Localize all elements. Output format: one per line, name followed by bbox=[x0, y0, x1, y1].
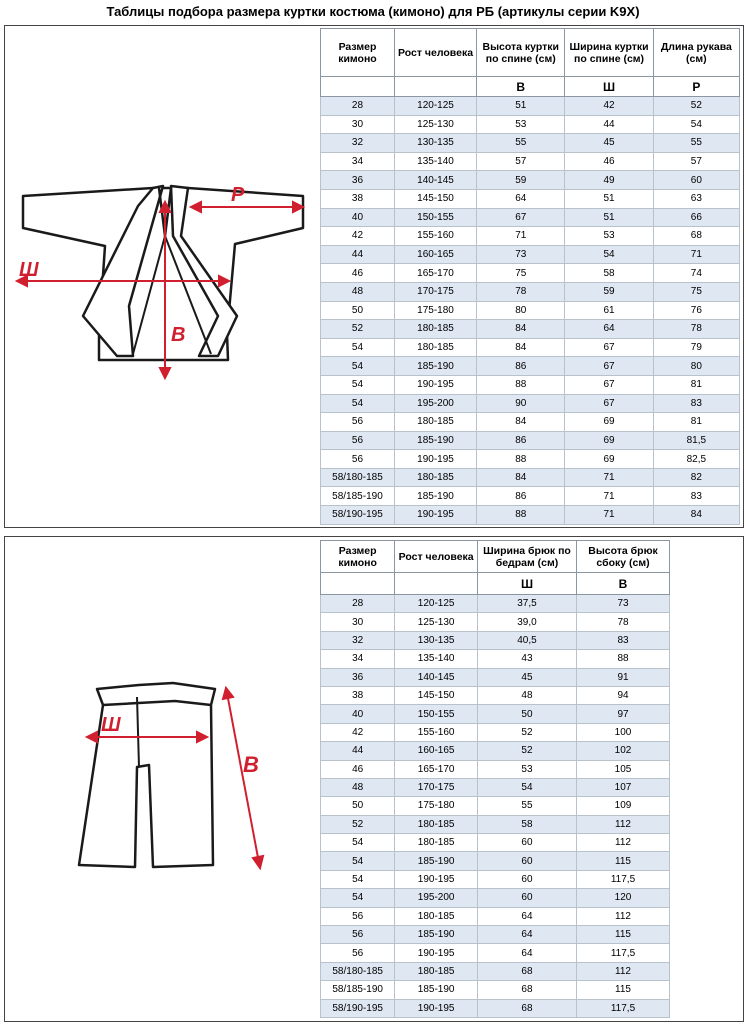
table-cell: 69 bbox=[565, 413, 653, 432]
pants-diagram bbox=[15, 677, 280, 897]
table-row bbox=[321, 506, 740, 525]
table-row bbox=[321, 189, 740, 208]
table-cell: 58/190-195 bbox=[321, 999, 395, 1017]
table-cell: 190-195 bbox=[395, 999, 478, 1017]
table-cell: 51 bbox=[565, 208, 653, 227]
table-cell: 112 bbox=[577, 907, 670, 925]
table-cell: 190-195 bbox=[394, 375, 476, 394]
table-cell: 52 bbox=[321, 815, 395, 833]
table-row bbox=[321, 723, 670, 741]
table-cell: 54 bbox=[321, 870, 395, 888]
table-row bbox=[321, 742, 670, 760]
table-cell: 117,5 bbox=[577, 944, 670, 962]
table-cell: 145-150 bbox=[395, 686, 478, 704]
table-cell: 56 bbox=[321, 926, 395, 944]
table-row bbox=[321, 778, 670, 796]
col-letter bbox=[321, 573, 395, 595]
label-pants-height: В bbox=[243, 752, 259, 777]
table-cell: 190-195 bbox=[395, 944, 478, 962]
table-row bbox=[321, 413, 740, 432]
table-cell: 120-125 bbox=[395, 595, 478, 613]
table-row bbox=[321, 815, 670, 833]
table-cell: 64 bbox=[477, 189, 565, 208]
table-cell: 71 bbox=[565, 487, 653, 506]
table-row bbox=[321, 450, 740, 469]
table-cell: 84 bbox=[477, 468, 565, 487]
table-cell: 30 bbox=[321, 115, 395, 134]
table-cell: 64 bbox=[477, 926, 576, 944]
table-cell: 40 bbox=[321, 208, 395, 227]
table-cell: 88 bbox=[577, 650, 670, 668]
jacket-diagram bbox=[13, 166, 313, 396]
page-title: Таблицы подбора размера куртки костюма (кимоно) для РБ (артикулы серии K9X) bbox=[106, 4, 640, 19]
table-cell: 135-140 bbox=[395, 650, 478, 668]
table-row bbox=[321, 115, 740, 134]
table-cell: 180-185 bbox=[395, 815, 478, 833]
table-row bbox=[321, 907, 670, 925]
table-cell: 55 bbox=[653, 134, 739, 153]
table-cell: 67 bbox=[477, 208, 565, 227]
table-row bbox=[321, 468, 740, 487]
table-row bbox=[321, 97, 740, 116]
table-cell: 195-200 bbox=[395, 889, 478, 907]
table-cell: 45 bbox=[565, 134, 653, 153]
table-row bbox=[321, 999, 670, 1017]
table-cell: 130-135 bbox=[394, 134, 476, 153]
col-header: Высота куртки по спине (см) bbox=[477, 29, 565, 77]
table-row bbox=[321, 926, 670, 944]
col-header: Высота брюк сбоку (см) bbox=[577, 541, 670, 573]
table-cell: 117,5 bbox=[577, 999, 670, 1017]
table-cell: 91 bbox=[577, 668, 670, 686]
table-cell: 38 bbox=[321, 686, 395, 704]
table-cell: 94 bbox=[577, 686, 670, 704]
table-cell: 58 bbox=[477, 815, 576, 833]
table-cell: 102 bbox=[577, 742, 670, 760]
table-cell: 48 bbox=[321, 778, 395, 796]
table-row bbox=[321, 320, 740, 339]
table-cell: 180-185 bbox=[395, 907, 478, 925]
table-row bbox=[321, 487, 740, 506]
table-cell: 42 bbox=[565, 97, 653, 116]
table-cell: 82,5 bbox=[653, 450, 739, 469]
table-cell: 57 bbox=[477, 152, 565, 171]
table-cell: 51 bbox=[565, 189, 653, 208]
table-cell: 107 bbox=[577, 778, 670, 796]
table-cell: 67 bbox=[565, 357, 653, 376]
table-cell: 44 bbox=[565, 115, 653, 134]
table-cell: 190-195 bbox=[394, 450, 476, 469]
table-cell: 40 bbox=[321, 705, 395, 723]
table-cell: 68 bbox=[477, 962, 576, 980]
table-cell: 36 bbox=[321, 171, 395, 190]
table-cell: 160-165 bbox=[394, 245, 476, 264]
col-header: Ширина брюк по бедрам (см) bbox=[477, 541, 576, 573]
table-cell: 66 bbox=[653, 208, 739, 227]
table-cell: 71 bbox=[653, 245, 739, 264]
table-cell: 52 bbox=[653, 97, 739, 116]
table-cell: 53 bbox=[477, 115, 565, 134]
table-cell: 30 bbox=[321, 613, 395, 631]
table-cell: 76 bbox=[653, 301, 739, 320]
table-cell: 58 bbox=[565, 264, 653, 283]
table-cell: 49 bbox=[565, 171, 653, 190]
table-cell: 54 bbox=[565, 245, 653, 264]
table-cell: 56 bbox=[321, 431, 395, 450]
table-cell: 56 bbox=[321, 944, 395, 962]
table-cell: 54 bbox=[477, 778, 576, 796]
table-cell: 58/185-190 bbox=[321, 981, 395, 999]
table-cell: 54 bbox=[321, 375, 395, 394]
table-cell: 90 bbox=[477, 394, 565, 413]
table-row bbox=[321, 375, 740, 394]
table-cell: 175-180 bbox=[394, 301, 476, 320]
table-cell: 81 bbox=[653, 375, 739, 394]
table-cell: 71 bbox=[477, 227, 565, 246]
table-row bbox=[321, 394, 740, 413]
table-cell: 86 bbox=[477, 487, 565, 506]
jacket-table-body bbox=[321, 97, 740, 525]
table-cell: 84 bbox=[477, 320, 565, 339]
table-cell: 46 bbox=[321, 264, 395, 283]
table-cell: 32 bbox=[321, 134, 395, 153]
table-cell: 135-140 bbox=[394, 152, 476, 171]
table-cell: 64 bbox=[565, 320, 653, 339]
table-cell: 53 bbox=[477, 760, 576, 778]
table-row bbox=[321, 852, 670, 870]
col-header: Размер кимоно bbox=[321, 29, 395, 77]
table-cell: 83 bbox=[653, 394, 739, 413]
table-cell: 57 bbox=[653, 152, 739, 171]
table-row bbox=[321, 595, 670, 613]
table-cell: 170-175 bbox=[394, 282, 476, 301]
label-width: Ш bbox=[19, 259, 39, 281]
table-cell: 54 bbox=[321, 357, 395, 376]
table-cell: 180-185 bbox=[394, 320, 476, 339]
table-cell: 39,0 bbox=[477, 613, 576, 631]
table-cell: 155-160 bbox=[394, 227, 476, 246]
table-cell: 60 bbox=[477, 834, 576, 852]
table-cell: 81,5 bbox=[653, 431, 739, 450]
table-cell: 83 bbox=[577, 631, 670, 649]
table-row bbox=[321, 357, 740, 376]
table-cell: 73 bbox=[577, 595, 670, 613]
table-cell: 84 bbox=[477, 338, 565, 357]
table-row bbox=[321, 631, 670, 649]
table-cell: 180-185 bbox=[395, 962, 478, 980]
table-cell: 28 bbox=[321, 97, 395, 116]
table-cell: 44 bbox=[321, 742, 395, 760]
table-cell: 165-170 bbox=[394, 264, 476, 283]
table-cell: 115 bbox=[577, 926, 670, 944]
table-cell: 55 bbox=[477, 797, 576, 815]
table-cell: 34 bbox=[321, 152, 395, 171]
table-cell: 50 bbox=[321, 797, 395, 815]
table-cell: 36 bbox=[321, 668, 395, 686]
table-row bbox=[321, 171, 740, 190]
table-cell: 170-175 bbox=[395, 778, 478, 796]
table-cell: 51 bbox=[477, 97, 565, 116]
col-letter: Р bbox=[653, 77, 739, 97]
table-cell: 69 bbox=[565, 431, 653, 450]
table-cell: 53 bbox=[565, 227, 653, 246]
table-cell: 125-130 bbox=[395, 613, 478, 631]
table-cell: 46 bbox=[565, 152, 653, 171]
table-cell: 185-190 bbox=[395, 926, 478, 944]
table-cell: 86 bbox=[477, 357, 565, 376]
table-cell: 185-190 bbox=[394, 431, 476, 450]
table-cell: 140-145 bbox=[395, 668, 478, 686]
table-cell: 54 bbox=[321, 834, 395, 852]
table-cell: 117,5 bbox=[577, 870, 670, 888]
table-cell: 58/190-195 bbox=[321, 506, 395, 525]
table-cell: 56 bbox=[321, 450, 395, 469]
table-cell: 81 bbox=[653, 413, 739, 432]
col-letter: В bbox=[477, 77, 565, 97]
table-cell: 112 bbox=[577, 815, 670, 833]
table-cell: 38 bbox=[321, 189, 395, 208]
table-cell: 54 bbox=[653, 115, 739, 134]
table-cell: 75 bbox=[477, 264, 565, 283]
table-row bbox=[321, 797, 670, 815]
table-row bbox=[321, 152, 740, 171]
table-cell: 40,5 bbox=[477, 631, 576, 649]
table-cell: 78 bbox=[577, 613, 670, 631]
col-header: Рост человека bbox=[394, 29, 476, 77]
pants-table-body bbox=[321, 595, 670, 1018]
table-cell: 190-195 bbox=[395, 870, 478, 888]
table-cell: 140-145 bbox=[394, 171, 476, 190]
table-cell: 67 bbox=[565, 394, 653, 413]
table-cell: 73 bbox=[477, 245, 565, 264]
table-row bbox=[321, 134, 740, 153]
table-cell: 42 bbox=[321, 227, 395, 246]
table-cell: 54 bbox=[321, 394, 395, 413]
table-cell: 84 bbox=[653, 506, 739, 525]
table-cell: 48 bbox=[321, 282, 395, 301]
col-header: Рост человека bbox=[395, 541, 478, 573]
table-cell: 52 bbox=[477, 723, 576, 741]
table-cell: 180-185 bbox=[395, 834, 478, 852]
table-row bbox=[321, 264, 740, 283]
table-cell: 59 bbox=[477, 171, 565, 190]
col-header: Длина рукава (см) bbox=[653, 29, 739, 77]
table-cell: 60 bbox=[477, 889, 576, 907]
table-cell: 52 bbox=[477, 742, 576, 760]
table-cell: 60 bbox=[653, 171, 739, 190]
table-cell: 86 bbox=[477, 431, 565, 450]
table-cell: 120-125 bbox=[394, 97, 476, 116]
col-header: Ширина куртки по спине (см) bbox=[565, 29, 653, 77]
table-cell: 78 bbox=[653, 320, 739, 339]
table-cell: 150-155 bbox=[394, 208, 476, 227]
table-cell: 190-195 bbox=[394, 506, 476, 525]
table-cell: 58/180-185 bbox=[321, 468, 395, 487]
table-cell: 78 bbox=[477, 282, 565, 301]
table-cell: 100 bbox=[577, 723, 670, 741]
table-cell: 42 bbox=[321, 723, 395, 741]
table-cell: 112 bbox=[577, 962, 670, 980]
table-row bbox=[321, 208, 740, 227]
table-row bbox=[321, 431, 740, 450]
col-letter bbox=[395, 573, 478, 595]
table-cell: 34 bbox=[321, 650, 395, 668]
table-cell: 112 bbox=[577, 834, 670, 852]
table-cell: 180-185 bbox=[394, 338, 476, 357]
table-row bbox=[321, 613, 670, 631]
col-letter: Ш bbox=[565, 77, 653, 97]
table-cell: 64 bbox=[477, 907, 576, 925]
col-header: Размер кимоно bbox=[321, 541, 395, 573]
table-cell: 88 bbox=[477, 450, 565, 469]
table-cell: 50 bbox=[477, 705, 576, 723]
col-letter bbox=[321, 77, 395, 97]
table-cell: 43 bbox=[477, 650, 576, 668]
table-cell: 195-200 bbox=[394, 394, 476, 413]
pants-panel bbox=[4, 536, 744, 1022]
table-cell: 71 bbox=[565, 468, 653, 487]
table-row bbox=[321, 245, 740, 264]
table-row bbox=[321, 705, 670, 723]
table-cell: 67 bbox=[565, 375, 653, 394]
table-cell: 115 bbox=[577, 981, 670, 999]
table-cell: 55 bbox=[477, 134, 565, 153]
table-row bbox=[321, 981, 670, 999]
table-cell: 185-190 bbox=[394, 487, 476, 506]
table-cell: 180-185 bbox=[394, 468, 476, 487]
table-cell: 79 bbox=[653, 338, 739, 357]
table-cell: 80 bbox=[653, 357, 739, 376]
table-row bbox=[321, 686, 670, 704]
table-cell: 130-135 bbox=[395, 631, 478, 649]
table-cell: 125-130 bbox=[394, 115, 476, 134]
table-cell: 71 bbox=[565, 506, 653, 525]
table-cell: 115 bbox=[577, 852, 670, 870]
table-cell: 54 bbox=[321, 889, 395, 907]
col-letter: В bbox=[577, 573, 670, 595]
table-cell: 46 bbox=[321, 760, 395, 778]
table-row bbox=[321, 338, 740, 357]
table-cell: 32 bbox=[321, 631, 395, 649]
table-cell: 175-180 bbox=[395, 797, 478, 815]
label-sleeve: Р bbox=[231, 184, 245, 206]
table-cell: 68 bbox=[477, 999, 576, 1017]
table-cell: 120 bbox=[577, 889, 670, 907]
jacket-panel bbox=[4, 25, 744, 528]
table-cell: 150-155 bbox=[395, 705, 478, 723]
table-row bbox=[321, 889, 670, 907]
table-cell: 155-160 bbox=[395, 723, 478, 741]
table-cell: 185-190 bbox=[394, 357, 476, 376]
col-letter bbox=[394, 77, 476, 97]
table-cell: 97 bbox=[577, 705, 670, 723]
table-cell: 58/180-185 bbox=[321, 962, 395, 980]
table-cell: 54 bbox=[321, 852, 395, 870]
label-height: В bbox=[171, 324, 186, 346]
table-cell: 68 bbox=[477, 981, 576, 999]
table-cell: 48 bbox=[477, 686, 576, 704]
table-cell: 180-185 bbox=[394, 413, 476, 432]
table-cell: 74 bbox=[653, 264, 739, 283]
table-cell: 75 bbox=[653, 282, 739, 301]
table-cell: 61 bbox=[565, 301, 653, 320]
table-cell: 105 bbox=[577, 760, 670, 778]
table-cell: 185-190 bbox=[395, 852, 478, 870]
table-cell: 28 bbox=[321, 595, 395, 613]
table-cell: 45 bbox=[477, 668, 576, 686]
table-cell: 44 bbox=[321, 245, 395, 264]
table-cell: 63 bbox=[653, 189, 739, 208]
table-cell: 59 bbox=[565, 282, 653, 301]
table-cell: 82 bbox=[653, 468, 739, 487]
jacket-size-table bbox=[320, 28, 740, 525]
table-row bbox=[321, 834, 670, 852]
table-cell: 83 bbox=[653, 487, 739, 506]
table-cell: 88 bbox=[477, 506, 565, 525]
table-cell: 37,5 bbox=[477, 595, 576, 613]
table-cell: 84 bbox=[477, 413, 565, 432]
label-pants-width: Ш bbox=[101, 714, 121, 736]
table-cell: 56 bbox=[321, 907, 395, 925]
table-cell: 165-170 bbox=[395, 760, 478, 778]
table-row bbox=[321, 668, 670, 686]
table-cell: 52 bbox=[321, 320, 395, 339]
table-cell: 58/185-190 bbox=[321, 487, 395, 506]
table-cell: 80 bbox=[477, 301, 565, 320]
table-cell: 88 bbox=[477, 375, 565, 394]
table-cell: 68 bbox=[653, 227, 739, 246]
table-cell: 67 bbox=[565, 338, 653, 357]
table-cell: 160-165 bbox=[395, 742, 478, 760]
table-row bbox=[321, 227, 740, 246]
table-cell: 145-150 bbox=[394, 189, 476, 208]
table-cell: 185-190 bbox=[395, 981, 478, 999]
table-row bbox=[321, 944, 670, 962]
table-cell: 69 bbox=[565, 450, 653, 469]
table-row bbox=[321, 760, 670, 778]
table-cell: 109 bbox=[577, 797, 670, 815]
table-row bbox=[321, 301, 740, 320]
table-cell: 60 bbox=[477, 852, 576, 870]
table-cell: 54 bbox=[321, 338, 395, 357]
table-cell: 50 bbox=[321, 301, 395, 320]
table-row bbox=[321, 870, 670, 888]
table-cell: 60 bbox=[477, 870, 576, 888]
pants-outline bbox=[79, 683, 215, 867]
table-row bbox=[321, 650, 670, 668]
table-row bbox=[321, 962, 670, 980]
pants-size-table bbox=[320, 540, 670, 1018]
table-cell: 56 bbox=[321, 413, 395, 432]
col-letter: Ш bbox=[477, 573, 576, 595]
table-cell: 64 bbox=[477, 944, 576, 962]
table-row bbox=[321, 282, 740, 301]
